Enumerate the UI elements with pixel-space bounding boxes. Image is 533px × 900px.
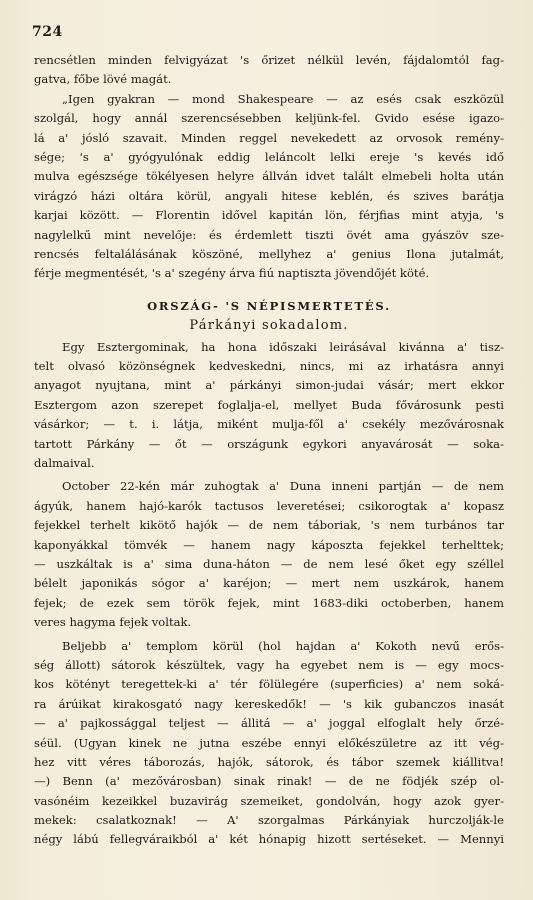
text-line: —) Benn (a' mezővárosban) sinak rinak! — de ne födjék szép ol- xyxy=(34,774,504,789)
paragraph-1 xyxy=(34,51,504,90)
text-line: ség állott) sátorok készültek, vagy ha egyebet nem is — egy mocs- xyxy=(34,657,504,672)
text-line: karjai között. — Florentin idővel kapitán lön, férjfias mint atyja, 's xyxy=(34,208,504,223)
text-line: szolgál, hogy annál szerencsésebben keljünk-fel. Gvido esése igazo- xyxy=(34,111,504,126)
text-line: fejekkel terhelt kikötő hajók — de nem táboriak, 's nem turbános tar xyxy=(34,518,504,533)
text-line: dalmaival. xyxy=(34,456,95,471)
text-line: vasónéim kezeikkel buzavirág szemeiket, gondolván, hogy azok gyer- xyxy=(34,793,504,808)
text-line: gatva, főbe lövé magát. xyxy=(34,72,172,87)
section-heading-block xyxy=(34,296,504,336)
text-line: Beljebb a' templom körül (hol hajdan a' Kokoth nevű erős- xyxy=(62,638,504,653)
text-line: fejek; de ezek sem török fejek, mint 1683-diki octoberben, hanem xyxy=(34,595,504,610)
page-text xyxy=(34,51,504,850)
text-line: kaponyákkal tömvék — hanem nagy káposzta fejekkel terhelttek; xyxy=(34,537,504,552)
paragraph-5 xyxy=(34,637,504,850)
text-line: Egy Esztergominak, ha hona időszaki leirásával kivánna a' tisz- xyxy=(62,339,504,354)
text-line: rencsés feltalálásának köszöné, mellyhez a' genius Ilona jutalmát, xyxy=(34,246,504,261)
section-subheading: Párkányi sokadalom. xyxy=(189,317,349,333)
text-line: hez vitt véres táborozás, hajók, sátorok, és tábor szemek kiállitva! xyxy=(34,754,504,769)
text-line: bélelt japonikás sógor a' karéjon; — mert nem uszkárok, hanem xyxy=(34,576,504,591)
text-line: négy lábú fellegváraikból a' két hónapig hizott sertéseket. — Mennyi xyxy=(34,832,504,847)
text-line: vásárkor; — t. i. látja, miként mulja-fől a' csekély mezővárosnak xyxy=(34,417,504,432)
text-line: tartott Párkány — őt — országunk egykori anyavárosát — soka- xyxy=(34,436,504,451)
text-line: — a' pajkossággal teljest — állitá — a' joggal elfoglalt hely őrzé- xyxy=(34,716,504,731)
text-line: férje megmentését, 's a' szegény árva fiú naptiszta jövendőjét köté. xyxy=(34,266,430,281)
page-number: 724 xyxy=(32,24,63,40)
text-line: mekek: csalatkoznak! — A' szorgalmas Párkányiak hurczolják-le xyxy=(34,813,504,828)
text-line: anyagot nyujtana, mint a' párkányi simon-judai vásár; mert ekkor xyxy=(34,378,504,393)
paragraph-3 xyxy=(34,338,504,474)
text-line: séül. (Ugyan kinek ne jutna eszébe ennyi előkészületre az itt vég- xyxy=(34,735,504,750)
paragraph-4 xyxy=(34,477,504,632)
text-line: October 22-kén már zuhogtak a' Duna inneni partján — de nem xyxy=(62,479,504,494)
text-line: ra árúikat kirakosgató nagy kereskedők! — 's kik gubanczos inasát xyxy=(34,696,504,711)
text-line: mulva egészsége tökélyesen helyre állván idvet talált elmebeli holta után xyxy=(34,169,504,184)
text-line: rencsétlen minden felvigyázat 's őrizet nélkül levén, fájdalomtól fag- xyxy=(34,53,504,67)
text-line: — uszkáltak is a' sima duna-háton — de nem lesé őket egy széllel xyxy=(34,556,504,571)
text-line: nagylelkű mint nevelője: és érdemlett tiszti övét ama gyászöv sze- xyxy=(34,227,504,242)
text-line: „Igen gyakran — mond Shakespeare — az esés csak eszközül xyxy=(62,91,504,106)
text-line: lá a' jósló szavait. Minden reggel nevekedett az orvosok remény- xyxy=(34,130,504,145)
text-line: veres hagyma fejek voltak. xyxy=(34,615,192,630)
paragraph-2 xyxy=(34,90,504,284)
text-line: Esztergom azon szerepet foglalja-el, mellyet Buda fővárosunk pesti xyxy=(34,397,504,412)
text-line: telt olvasó közönségnek kedveskedni, nincs, mi az irhatásra annyi xyxy=(34,359,504,374)
text-line: kos kötényt teregettek-ki a' tér fölülegére (superficies) a' nem soká- xyxy=(34,677,504,692)
text-line: sége; 's a' gyógyulónak eddig leláncolt lelki ereje 's kevés idő xyxy=(34,149,504,164)
text-line: ágyúk, hanem hajó-karók tactusos leveretései; csikorogtak a' kopasz xyxy=(34,498,504,513)
section-heading: ORSZÁG- 'S NÉPISMERTETÉS. xyxy=(147,298,391,313)
text-line: virágzó házi oltára körül, angyali hitese keblén, és szives barátja xyxy=(34,188,504,203)
